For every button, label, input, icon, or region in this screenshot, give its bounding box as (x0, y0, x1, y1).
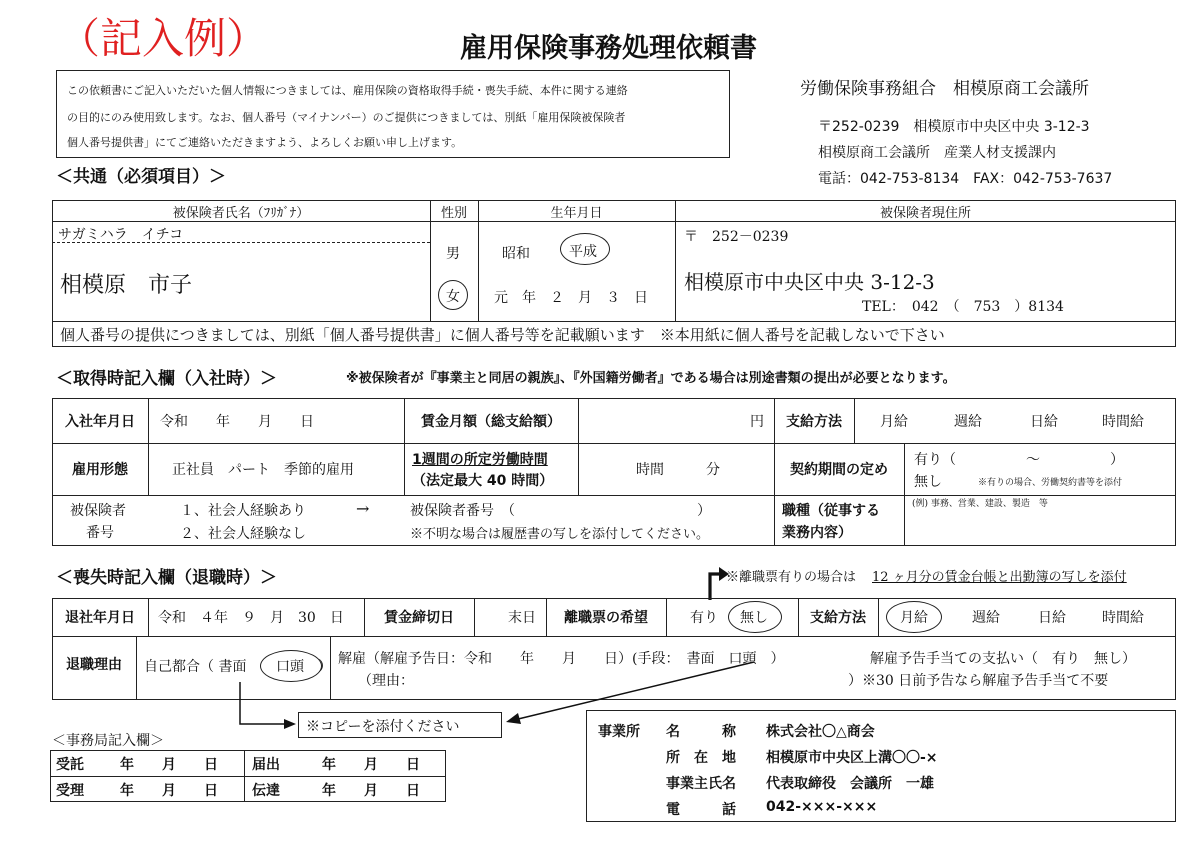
office-filed-label: 届出 (252, 757, 280, 773)
separation-slip-label: 離職票の希望 (564, 610, 648, 626)
payment-weekly[interactable]: 週給 (954, 413, 982, 430)
office-received-date[interactable]: 年 月 日 (120, 757, 218, 773)
hire-date-value[interactable]: 令和 年 月 日 (160, 413, 314, 430)
employer-phone-label: 電 話 (666, 802, 736, 818)
loss-payment-daily[interactable]: 日給 (1038, 610, 1066, 626)
separation-note-underlined: 12 ヶ月分の賃金台帳と出勤簿の写しを添付 (872, 570, 1127, 585)
office-conveyed-date[interactable]: 年 月 日 (322, 783, 420, 799)
notice-pay-note: ）※30 日前予告なら解雇予告手当て不要 (848, 673, 1109, 689)
office-accepted-label: 受理 (56, 783, 84, 799)
reason-label: 退職理由 (66, 657, 122, 673)
wage-label: 賃金月額（総支給額） (421, 413, 561, 430)
employment-label: 雇用形態 (72, 462, 128, 478)
loss-payment-monthly[interactable]: 月給 (900, 610, 928, 626)
contract-label: 契約期間の定め (790, 462, 888, 478)
arrow-right: → (356, 499, 370, 518)
payment-hourly[interactable]: 時間給 (1102, 413, 1144, 430)
org-name: 労働保険事務組合 相模原商工会議所 (800, 79, 1089, 99)
acquisition-heading: ＜取得時記入欄（入社時）＞ (56, 369, 277, 389)
tel-value[interactable]: TEL： 042 （ 753 ）8134 (862, 299, 1064, 315)
employment-options[interactable]: 正社員 パート 季節的雇用 (172, 462, 354, 478)
employer-location-value[interactable]: 相模原市中央区上溝〇〇-× (766, 750, 938, 766)
postal-code[interactable]: 〒 252－0239 (684, 229, 789, 245)
document-title: 雇用保険事務処理依頼書 (460, 33, 757, 64)
sex-male[interactable]: 男 (446, 246, 460, 262)
insured-number-note: ※不明な場合は履歴書の写しを添付してください。 (410, 527, 710, 542)
self-close: ） (318, 659, 332, 675)
loss-payment-hourly[interactable]: 時間給 (1102, 610, 1144, 626)
payment-monthly[interactable]: 月給 (880, 413, 908, 430)
notice-line: の目的にのみ使用致します。なお、個人番号（マイナンバー）のご提供につきましては、別紙「雇用保険被保険者 (67, 111, 626, 124)
birth-date-value[interactable]: 元 年 ２ 月 ３ 日 (494, 290, 648, 306)
mynumber-note: 個人番号の提供につきましては、別紙「個人番号提供書」に個人番号等を記載願います ※本用紙に個人番号を記載しないで下さい (60, 325, 945, 344)
payment-daily[interactable]: 日給 (1030, 413, 1058, 430)
separation-note: ※離職票有りの場合は (726, 570, 857, 585)
org-dept: 相模原商工会議所 産業人材支援課内 (818, 145, 1056, 161)
employer-name-value[interactable]: 株式会社〇△商会 (766, 724, 875, 740)
insured-number-field[interactable]: 被保険者番号 （ ） (410, 503, 711, 519)
wage-unit[interactable]: 円 (750, 413, 764, 430)
dismissal-line[interactable]: 解雇（解雇予告日：令和 年 月 日）(手段： 書面 口頭 ） (338, 651, 785, 667)
contract-yes[interactable]: 有り（ ～ ） (914, 452, 1124, 468)
col-name-header: 被保険者氏名（ﾌﾘｶﾞﾅ） (172, 205, 310, 221)
loss-payment-label: 支給方法 (810, 610, 866, 626)
era-heisei[interactable]: 平成 (569, 244, 597, 260)
employer-name-label: 名 称 (666, 724, 736, 740)
col-birth-header: 生年月日 (550, 205, 603, 221)
notice-line: 個人番号提供書」にてご連絡いただきますよう、よろしくお願い申し上げます。 (67, 136, 463, 149)
office-heading: ＜事務局記入欄＞ (52, 733, 164, 749)
notice-pay[interactable]: 解雇予告手当ての支払い（ 有り 無し） (870, 651, 1136, 667)
employer-owner-value[interactable]: 代表取締役 会議所 一雄 (766, 776, 934, 792)
self-reason[interactable]: 自己都合（ 書面 (144, 659, 247, 675)
notice-line: この依頼書にご記入いただいた個人情報につきましては、雇用保険の資格取得手続・喪失手続、本件に関する連絡 (67, 84, 628, 97)
acquisition-note: ※被保険者が『事業主と同居の親族』、『外国籍労働者』である場合は別途書類の提出が必要となります。 (346, 371, 956, 386)
job-label: 職種（従事する (782, 503, 880, 519)
insured-no-label: 被保険者 (70, 503, 126, 519)
leave-date-value[interactable]: 令和 ４年 ９ 月 30 日 (158, 610, 344, 626)
furigana-value[interactable]: サガミハラ イチコ (58, 227, 184, 243)
hours-label: 1週間の所定労働時間 (412, 452, 548, 468)
office-filed-date[interactable]: 年 月 日 (322, 757, 420, 773)
office-accepted-date[interactable]: 年 月 日 (120, 783, 218, 799)
loss-payment-weekly[interactable]: 週給 (972, 610, 1000, 626)
copy-note: ※コピーを添付ください (306, 719, 460, 735)
name-value[interactable]: 相模原 市子 (60, 273, 193, 298)
self-oral[interactable]: 口頭 (276, 659, 304, 675)
job-label-2: 業務内容） (782, 525, 852, 541)
experience-no[interactable]: ２、社会人経験なし (180, 526, 306, 542)
address-value[interactable]: 相模原市中央区中央 3-12-3 (684, 270, 935, 294)
hours-value[interactable]: 時間 分 (636, 462, 720, 478)
org-address: 〒252-0239 相模原市中央区中央 3-12-3 (818, 119, 1090, 135)
hours-legal-max: （法定最大 40 時間） (412, 473, 554, 489)
office-conveyed-label: 伝達 (252, 783, 280, 799)
org-phone: 電話：042-753-8134 FAX：042-753-7637 (818, 171, 1113, 187)
leave-date-label: 退社年月日 (65, 610, 135, 626)
era-showa[interactable]: 昭和 (502, 246, 530, 262)
contract-no[interactable]: 無し (914, 474, 942, 490)
common-heading: ＜共通（必須項目）＞ (56, 167, 226, 187)
contract-note: ※有りの場合、労働契約書等を添付 (978, 478, 1123, 488)
employer-phone-value[interactable]: 042-×××-××× (766, 799, 878, 815)
cutoff-label: 賃金締切日 (384, 610, 454, 626)
separation-slip-no[interactable]: 無し (740, 610, 768, 626)
experience-yes[interactable]: １、社会人経験あり (180, 503, 306, 519)
col-sex-header: 性別 (440, 205, 467, 221)
sample-label: （記入例） (58, 14, 269, 63)
sex-female[interactable]: 女 (446, 289, 460, 305)
hire-date-label: 入社年月日 (65, 413, 135, 430)
office-received-label: 受託 (56, 757, 84, 773)
job-example: (例) 事務、営業、建設、製造 等 (912, 499, 1048, 509)
separation-slip-yes[interactable]: 有り (690, 610, 718, 626)
employer-owner-label: 事業主氏名 (666, 776, 736, 792)
cutoff-value[interactable]: 末日 (508, 610, 536, 626)
dismissal-reason[interactable]: （理由： (358, 673, 414, 689)
insured-no-label-2: 番号 (86, 525, 114, 541)
employer-location-label: 所 在 地 (666, 750, 736, 766)
col-address-header: 被保険者現住所 (879, 205, 971, 221)
payment-label: 支給方法 (786, 413, 842, 430)
loss-heading: ＜喪失時記入欄（退職時）＞ (56, 568, 277, 588)
employer-office-label: 事業所 (598, 724, 640, 740)
